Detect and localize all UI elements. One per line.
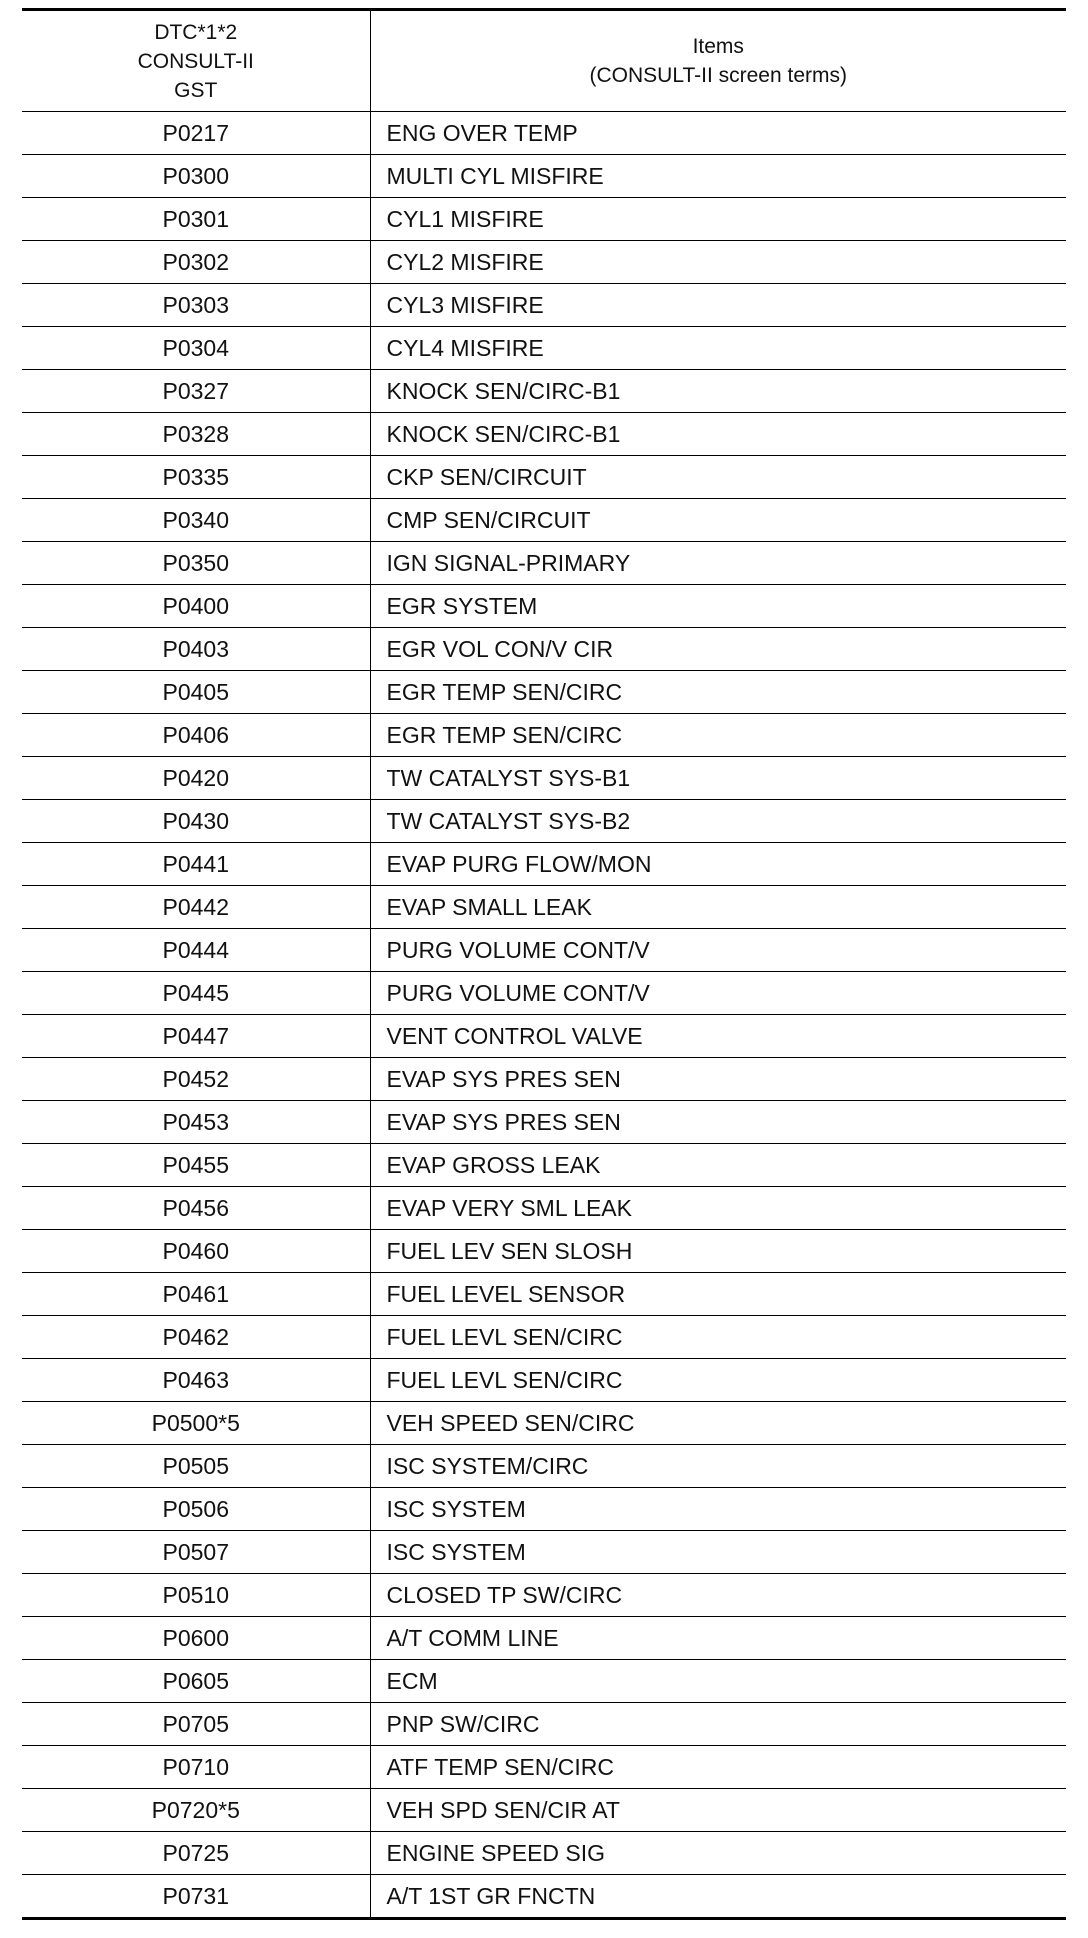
header-dtc-line-1: DTC*1*2 [154,20,238,44]
header-dtc-code [22,10,370,112]
header-items [370,10,1066,112]
table-row [22,1617,1066,1660]
consult-item-cell: EVAP VERY SML LEAK [370,1187,1066,1230]
dtc-code-cell: P0462 [22,1316,370,1359]
table-row [22,1488,1066,1531]
dtc-code-cell: P0300 [22,155,370,198]
consult-item-cell: EGR SYSTEM [370,585,1066,628]
header-items-line-1: Items [692,35,744,58]
dtc-code-cell: P0350 [22,542,370,585]
consult-item-cell: CYL2 MISFIRE [370,241,1066,284]
consult-item-cell: PNP SW/CIRC [370,1703,1066,1746]
table-row [22,542,1066,585]
dtc-code-cell: P0441 [22,843,370,886]
document-page [22,8,1066,1920]
consult-item-cell: TW CATALYST SYS-B2 [370,800,1066,843]
table-body [22,112,1066,1919]
consult-item-cell: TW CATALYST SYS-B1 [370,757,1066,800]
dtc-code-cell: P0444 [22,929,370,972]
dtc-code-cell: P0605 [22,1660,370,1703]
dtc-code-cell: P0505 [22,1445,370,1488]
consult-item-cell: CYL1 MISFIRE [370,198,1066,241]
consult-item-cell: A/T 1ST GR FNCTN [370,1875,1066,1919]
dtc-code-cell: P0400 [22,585,370,628]
table-row [22,714,1066,757]
dtc-code-cell: P0447 [22,1015,370,1058]
table-row [22,1832,1066,1875]
table-row [22,628,1066,671]
dtc-code-cell: P0217 [22,112,370,155]
table-row [22,1359,1066,1402]
dtc-code-cell: P0327 [22,370,370,413]
consult-item-cell: ENGINE SPEED SIG [370,1832,1066,1875]
consult-item-cell: EVAP GROSS LEAK [370,1144,1066,1187]
table-row [22,585,1066,628]
table-row [22,413,1066,456]
table-row [22,843,1066,886]
table-row [22,1402,1066,1445]
dtc-code-cell: P0420 [22,757,370,800]
consult-item-cell: FUEL LEVEL SENSOR [370,1273,1066,1316]
dtc-code-cell: P0731 [22,1875,370,1919]
table-row [22,1058,1066,1101]
table-row [22,370,1066,413]
consult-item-cell: PURG VOLUME CONT/V [370,972,1066,1015]
table-row [22,499,1066,542]
dtc-code-cell: P0406 [22,714,370,757]
dtc-code-cell: P0506 [22,1488,370,1531]
dtc-code-cell: P0301 [22,198,370,241]
dtc-code-cell: P0405 [22,671,370,714]
table-row [22,1230,1066,1273]
table-row [22,1703,1066,1746]
dtc-table [22,8,1066,1920]
consult-item-cell: CKP SEN/CIRCUIT [370,456,1066,499]
consult-item-cell: VEH SPEED SEN/CIRC [370,1402,1066,1445]
table-row [22,800,1066,843]
consult-item-cell: KNOCK SEN/CIRC-B1 [370,370,1066,413]
dtc-code-cell: P0328 [22,413,370,456]
consult-item-cell: EGR TEMP SEN/CIRC [370,714,1066,757]
consult-item-cell: ENG OVER TEMP [370,112,1066,155]
consult-item-cell: MULTI CYL MISFIRE [370,155,1066,198]
dtc-code-cell: P0452 [22,1058,370,1101]
consult-item-cell: CLOSED TP SW/CIRC [370,1574,1066,1617]
table-row [22,155,1066,198]
consult-item-cell: ISC SYSTEM [370,1488,1066,1531]
table-row [22,456,1066,499]
dtc-code-cell: P0304 [22,327,370,370]
dtc-code-cell: P0340 [22,499,370,542]
dtc-code-cell: P0725 [22,1832,370,1875]
dtc-code-cell: P0463 [22,1359,370,1402]
table-row [22,241,1066,284]
header-items-line-2: (CONSULT-II screen terms) [589,64,847,87]
table-row [22,1144,1066,1187]
table-row [22,1574,1066,1617]
table-row [22,112,1066,155]
table-row [22,198,1066,241]
table-row [22,972,1066,1015]
table-row [22,671,1066,714]
table-row [22,1015,1066,1058]
table-row [22,1789,1066,1832]
header-dtc-line-3: GST [174,78,218,102]
consult-item-cell: CYL3 MISFIRE [370,284,1066,327]
table-row [22,757,1066,800]
dtc-code-cell: P0461 [22,1273,370,1316]
dtc-code-cell: P0303 [22,284,370,327]
dtc-code-cell: P0510 [22,1574,370,1617]
consult-item-cell: ISC SYSTEM [370,1531,1066,1574]
dtc-code-cell: P0456 [22,1187,370,1230]
dtc-code-cell: P0500*5 [22,1402,370,1445]
table-row [22,1445,1066,1488]
consult-item-cell: A/T COMM LINE [370,1617,1066,1660]
consult-item-cell: CYL4 MISFIRE [370,327,1066,370]
consult-item-cell: EVAP SYS PRES SEN [370,1101,1066,1144]
consult-item-cell: VEH SPD SEN/CIR AT [370,1789,1066,1832]
dtc-code-cell: P0403 [22,628,370,671]
dtc-code-cell: P0335 [22,456,370,499]
table-header [22,10,1066,112]
dtc-code-cell: P0442 [22,886,370,929]
table-row [22,886,1066,929]
table-row [22,327,1066,370]
dtc-code-cell: P0460 [22,1230,370,1273]
table-row [22,1316,1066,1359]
consult-item-cell: EGR TEMP SEN/CIRC [370,671,1066,714]
table-row [22,1875,1066,1919]
table-row [22,284,1066,327]
dtc-code-cell: P0705 [22,1703,370,1746]
consult-item-cell: VENT CONTROL VALVE [370,1015,1066,1058]
dtc-code-cell: P0720*5 [22,1789,370,1832]
table-row [22,1101,1066,1144]
consult-item-cell: IGN SIGNAL-PRIMARY [370,542,1066,585]
dtc-code-cell: P0455 [22,1144,370,1187]
dtc-code-cell: P0302 [22,241,370,284]
table-row [22,1531,1066,1574]
table-row [22,1660,1066,1703]
consult-item-cell: KNOCK SEN/CIRC-B1 [370,413,1066,456]
dtc-code-cell: P0453 [22,1101,370,1144]
consult-item-cell: ECM [370,1660,1066,1703]
consult-item-cell: CMP SEN/CIRCUIT [370,499,1066,542]
table-row [22,1273,1066,1316]
consult-item-cell: EGR VOL CON/V CIR [370,628,1066,671]
consult-item-cell: EVAP SYS PRES SEN [370,1058,1066,1101]
consult-item-cell: ATF TEMP SEN/CIRC [370,1746,1066,1789]
dtc-code-cell: P0600 [22,1617,370,1660]
consult-item-cell: FUEL LEV SEN SLOSH [370,1230,1066,1273]
table-row [22,929,1066,972]
consult-item-cell: FUEL LEVL SEN/CIRC [370,1359,1066,1402]
dtc-code-cell: P0430 [22,800,370,843]
consult-item-cell: ISC SYSTEM/CIRC [370,1445,1066,1488]
header-dtc-line-2: CONSULT-II [137,49,254,73]
consult-item-cell: FUEL LEVL SEN/CIRC [370,1316,1066,1359]
table-row [22,1187,1066,1230]
header-row [22,10,1066,112]
dtc-code-cell: P0445 [22,972,370,1015]
consult-item-cell: EVAP PURG FLOW/MON [370,843,1066,886]
consult-item-cell: EVAP SMALL LEAK [370,886,1066,929]
table-row [22,1746,1066,1789]
dtc-code-cell: P0710 [22,1746,370,1789]
consult-item-cell: PURG VOLUME CONT/V [370,929,1066,972]
dtc-code-cell: P0507 [22,1531,370,1574]
